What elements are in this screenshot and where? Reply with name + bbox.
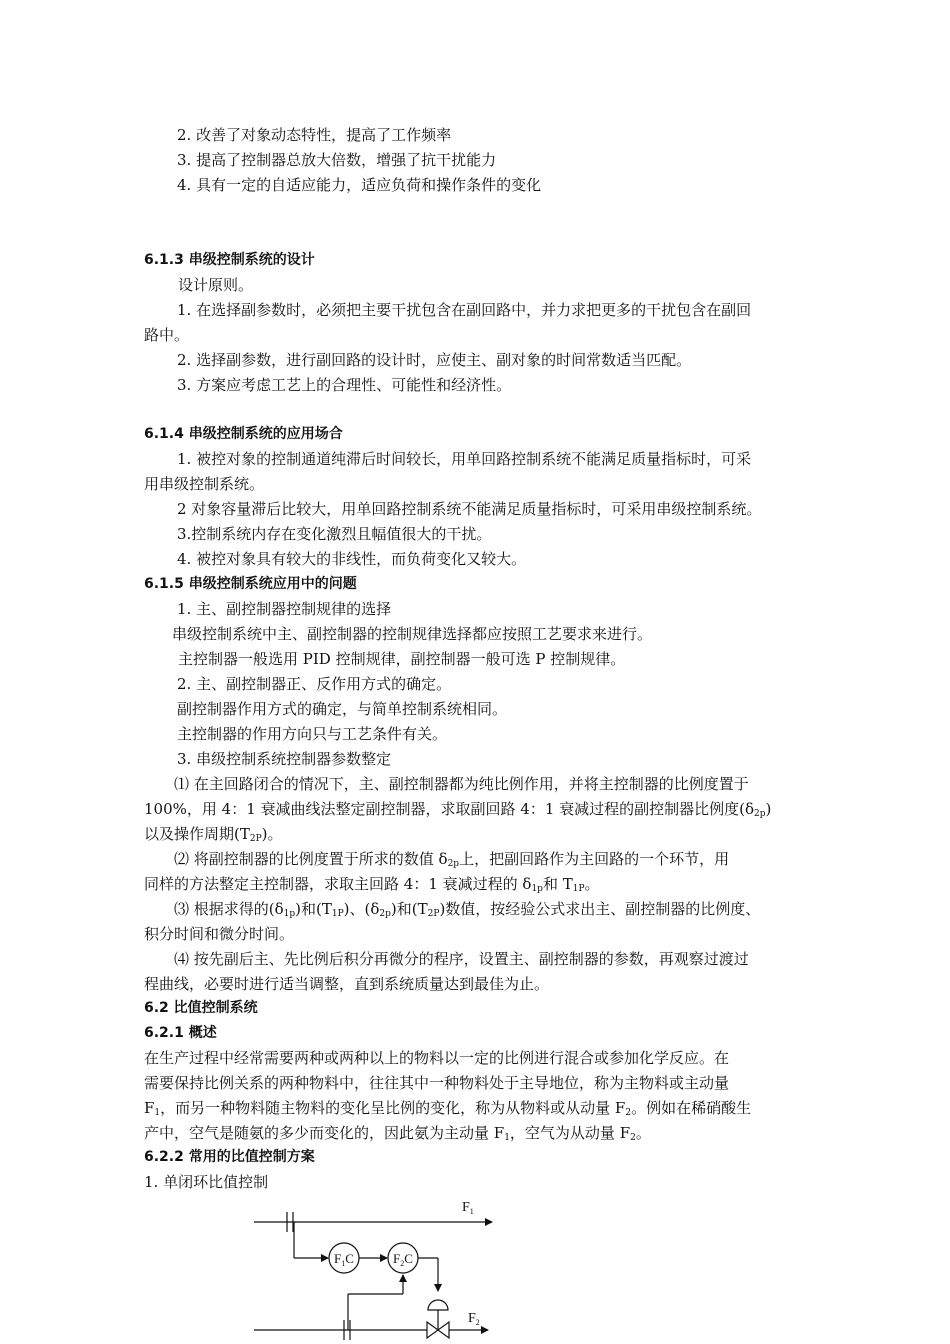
section-heading-6-2: 6.2 比值控制系统 xyxy=(144,1000,258,1016)
paragraph: 2. 主、副控制器正、反作用方式的确定。 xyxy=(177,675,452,693)
section-heading-6-2-2: 6.2.2 常用的比值控制方案 xyxy=(144,1149,315,1165)
section-heading-6-1-4: 6.1.4 串级控制系统的应用场合 xyxy=(144,426,343,442)
paragraph: 在生产过程中经常需要两种或两种以上的物料以一定的比例进行混合或参加化学反应。在 xyxy=(144,1049,730,1067)
f2c-label: F xyxy=(393,1251,401,1266)
section-heading-6-1-5: 6.1.5 串级控制系统应用中的问题 xyxy=(144,576,357,592)
f1-label: F xyxy=(462,1200,470,1215)
paragraph: 4. 具有一定的自适应能力，适应负荷和操作条件的变化 xyxy=(177,176,542,194)
section-heading-6-2-1: 6.2.1 概述 xyxy=(144,1025,217,1041)
f1c-label: F xyxy=(334,1251,342,1266)
paragraph: 积分时间和微分时间。 xyxy=(144,925,295,943)
paragraph: 1. 单闭环比值控制 xyxy=(144,1173,269,1191)
paragraph: 用串级控制系统。 xyxy=(144,475,265,493)
paragraph: 3. 方案应考虑工艺上的合理性、可能性和经济性。 xyxy=(177,376,512,394)
svg-text:F2 xyxy=(468,1311,480,1327)
paragraph: 1. 主、副控制器控制规律的选择 xyxy=(177,600,392,618)
paragraph: 1. 被控对象的控制通道纯滞后时间较长，用单回路控制系统不能满足质量指标时，可采 xyxy=(177,450,752,468)
paragraph: 路中。 xyxy=(144,326,190,344)
paragraph: 主控制器一般选用 PID 控制规律，副控制器一般可选 P 控制规律。 xyxy=(178,650,626,668)
paragraph: 3. 提高了控制器总放大倍数，增强了抗干扰能力 xyxy=(177,151,497,169)
paragraph: 产中，空气是随氨的多少而变化的，因此氨为主动量 $F_1$，空气为从动量 $F_2$。 xyxy=(144,1124,651,1143)
paragraph: 程曲线，必要时进行适当调整，直到系统质量达到最佳为止。 xyxy=(144,975,550,993)
f2c-label-subscript: 2 xyxy=(400,1259,405,1268)
paragraph: 2. 选择副参数，进行副回路的设计时，应使主、副对象的时间常数适当匹配。 xyxy=(177,351,692,369)
paragraph: ⑶ 根据求得的$(\delta_{1p})$和$(T_{1P})$、$(\delta_{2p})$和$(T_{2P})$数值，按经验公式求出主、副控制器的比例度、 xyxy=(174,900,761,919)
paragraph: ⑵ 将副控制器的比例度置于所求的数值 $\delta_{2p}$上，把副回路作为主回路的一个环节，用 xyxy=(174,850,730,869)
paragraph: 3.控制系统内存在变化激烈且幅值很大的干扰。 xyxy=(177,525,492,543)
valve-actuator xyxy=(428,1300,448,1310)
section-heading-6-1-3: 6.1.3 串级控制系统的设计 xyxy=(144,252,315,268)
f1-label-subscript: 1 xyxy=(469,1207,474,1216)
paragraph: 需要保持比例关系的两种物料中，往往其中一种物料处于主导地位，称为主物料或主动量 xyxy=(144,1074,730,1092)
paragraph: ⑷ 按先副后主、先比例后积分再微分的程序，设置主、副控制器的参数，再观察过渡过 xyxy=(174,950,749,968)
f2c-label-suffix: C xyxy=(404,1251,413,1266)
paragraph: 2 对象容量滞后比较大，用单回路控制系统不能满足质量指标时，可采用串级控制系统。 xyxy=(177,500,762,518)
f2-label-subscript: 2 xyxy=(475,1318,480,1327)
paragraph: 1. 在选择副参数时，必须把主要干扰包含在副回路中，并力求把更多的干扰包含在副回 xyxy=(177,301,752,319)
paragraph: 2. 改善了对象动态特性，提高了工作频率 xyxy=(177,126,452,144)
f2-label: F xyxy=(468,1311,476,1326)
single-loop-ratio-control-diagram xyxy=(240,1194,520,1344)
svg-text:F1 xyxy=(462,1200,474,1216)
paragraph: $F_1$，而另一种物料随主物料的变化呈比例的变化，称为从物料或从动量 $F_2$。例如在稀硝酸生 xyxy=(144,1099,752,1118)
paragraph: 副控制器作用方式的确定，与简单控制系统相同。 xyxy=(177,700,508,718)
paragraph: 串级控制系统中主、副控制器的控制规律选择都应按照工艺要求来进行。 xyxy=(172,625,653,643)
paragraph: 4. 被控对象具有较大的非线性，而负荷变化又较大。 xyxy=(177,550,527,568)
paragraph: 100%，用 4：1 衰减曲线法整定副控制器，求取副回路 4：1 衰减过程的副控制器比例度$(\delta_{2p})$ xyxy=(144,800,772,819)
paragraph: ⑴ 在主回路闭合的情况下，主、副控制器都为纯比例作用，并将主控制器的比例度置于 xyxy=(174,775,749,793)
paragraph: 主控制器的作用方向只与工艺条件有关。 xyxy=(177,725,448,743)
paragraph: 同样的方法整定主控制器，求取主回路 4：1 衰减过程的 $\delta_{1p}$和 $T_{1P}$。 xyxy=(144,875,600,894)
paragraph: 设计原则。 xyxy=(178,276,254,294)
f1c-label-suffix: C xyxy=(345,1251,354,1266)
paragraph: 3. 串级控制系统控制器参数整定 xyxy=(177,750,392,768)
paragraph: 以及操作周期$(T_{2P})$。 xyxy=(144,825,283,844)
f1c-label-subscript: 1 xyxy=(341,1259,346,1268)
